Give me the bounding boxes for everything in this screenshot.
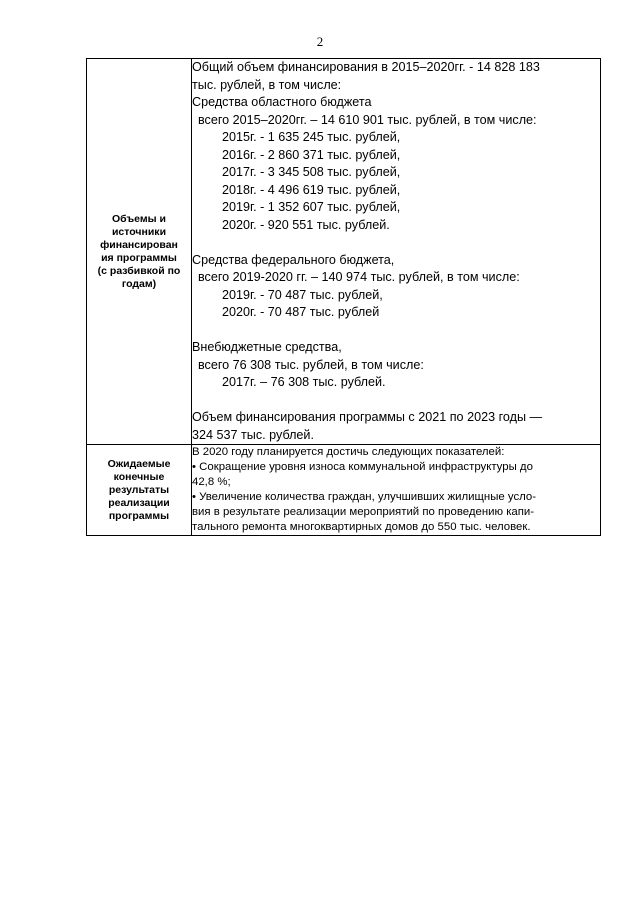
label-line: конечные (113, 470, 165, 483)
label-line: источники (111, 225, 167, 238)
future-financing-cont: 324 537 тыс. рублей. (192, 427, 314, 442)
total-financing-cont: тыс. рублей, в том числе: (192, 77, 342, 92)
regional-year-line: 2018г. - 4 496 619 тыс. рублей, (222, 182, 401, 197)
row-label-results (87, 445, 192, 536)
bullet-item: • Увеличение количества граждан, улучшивших жилищные усло- (192, 491, 537, 503)
extrabudget-title: Внебюджетные средства, (192, 340, 342, 354)
financing-content (192, 59, 601, 445)
extrabudget-total: всего 76 308 тыс. рублей, в том числе: (198, 357, 424, 372)
regional-year-line: 2017г. - 3 345 508 тыс. рублей, (222, 165, 401, 179)
page-number: 2 (316, 34, 324, 49)
spacer (192, 234, 600, 252)
label-line: годам) (121, 277, 157, 290)
row-label-financing (87, 59, 192, 445)
label-line: финансирован (100, 238, 178, 251)
federal-year-line: 2020г. - 70 487 тыс. рублей (222, 305, 380, 319)
bullet-item: • Сокращение уровня износа коммунальной инфраструктуры до (192, 461, 533, 473)
label-line: результаты (108, 483, 170, 496)
total-financing: Общий объем финансирования в 2015–2020гг. - 14 828 183 (192, 60, 540, 74)
regional-year-line: 2016г. - 2 860 371 тыс. рублей, (222, 147, 401, 162)
regional-year-line: 2019г. - 1 352 607 тыс. рублей, (222, 200, 401, 214)
spacer (192, 322, 600, 340)
label-line: ия программы (101, 251, 177, 264)
regional-year-line: 2020г. - 920 551 тыс. рублей. (222, 217, 390, 232)
table-row (87, 445, 601, 536)
results-intro: В 2020 году планируется достичь следующих показателей: (192, 446, 505, 458)
label-line: реализации (108, 496, 170, 509)
future-financing: Объем финансирования программы с 2021 по 2023 годы — (192, 410, 543, 424)
federal-year-line: 2019г. - 70 487 тыс. рублей, (222, 287, 383, 302)
federal-budget-title: Средства федерального бюджета, (192, 252, 395, 267)
regional-year-line: 2015г. - 1 635 245 тыс. рублей, (222, 130, 401, 144)
bullet-item-cont: вия в результате реализации мероприятий по проведению капи- (192, 506, 535, 518)
results-content (192, 445, 601, 536)
federal-budget-total: всего 2019-2020 гг. – 140 974 тыс. рублей, в том числе: (198, 270, 520, 284)
regional-budget-total: всего 2015–2020гг. – 14 610 901 тыс. рублей, в том числе: (198, 112, 537, 127)
label-line: (с разбивкой по (97, 264, 181, 277)
label-line: программы (108, 509, 170, 522)
bullet-item-cont: 42,8 %; (192, 476, 231, 488)
label-line: Ожидаемые (107, 457, 171, 470)
program-passport-table (86, 58, 601, 536)
label-line: Объемы и (112, 212, 166, 225)
table-row (87, 59, 601, 445)
extrabudget-year-line: 2017г. – 76 308 тыс. рублей. (222, 375, 386, 389)
regional-budget-title: Средства областного бюджета (192, 95, 372, 109)
bullet-item-cont: тального ремонта многоквартирных домов до 550 тыс. человек. (192, 521, 531, 533)
spacer (192, 392, 600, 410)
